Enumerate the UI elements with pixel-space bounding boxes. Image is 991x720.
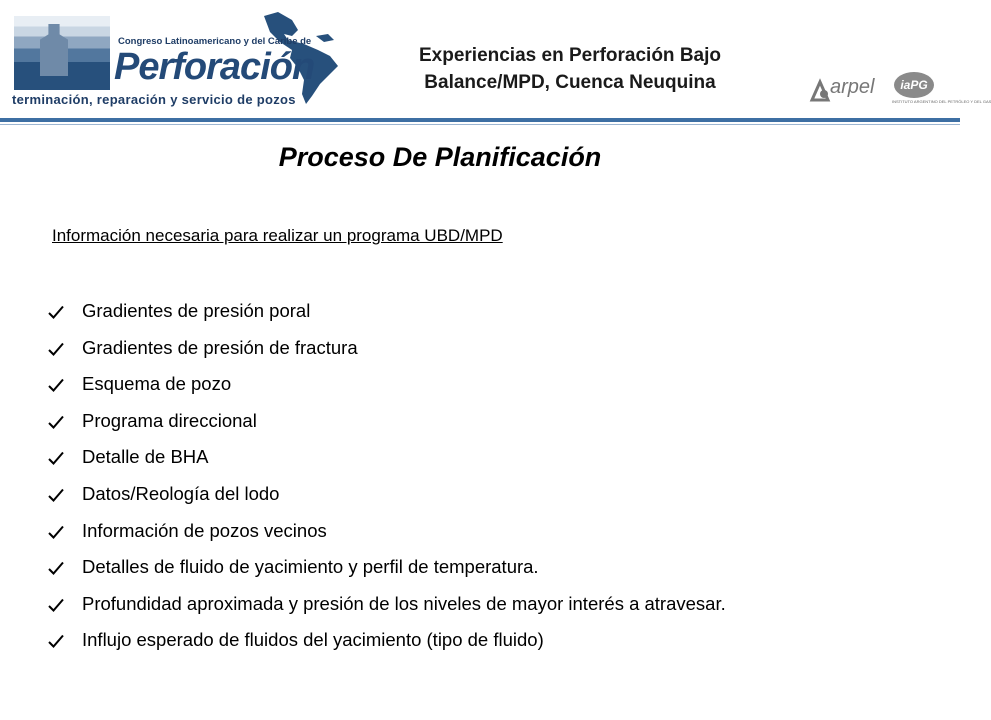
congreso-logo xyxy=(10,10,350,110)
partner-logos xyxy=(806,70,991,106)
iapg-logo-text: iaPG xyxy=(894,72,934,98)
check-icon xyxy=(48,305,64,319)
requirements-list xyxy=(46,296,726,662)
list-item-text: Detalles de fluido de yacimiento y perfil de temperatura. xyxy=(82,556,539,578)
arpel-logo-text: arpel xyxy=(830,76,875,98)
list-item xyxy=(46,406,726,443)
list-item-text: Información de pozos vecinos xyxy=(82,519,327,541)
slide-title: Proceso De Planificación xyxy=(278,142,602,172)
list-item-text: Gradientes de presión poral xyxy=(82,300,311,321)
list-item-text: Datos/Reología del lodo xyxy=(82,482,280,504)
logo-perforacion-text: Perforación xyxy=(114,46,315,88)
logo-tagline: terminación, reparación y servicio de pozos xyxy=(12,92,296,107)
list-item xyxy=(46,552,726,589)
arpel-mark-icon xyxy=(810,78,832,102)
check-icon xyxy=(48,378,64,392)
check-icon xyxy=(48,451,64,465)
check-icon xyxy=(48,342,64,356)
check-icon xyxy=(48,415,64,429)
check-icon xyxy=(48,598,64,612)
check-icon xyxy=(48,634,64,648)
header-title-line2: Balance/MPD, Cuenca Neuquina xyxy=(424,72,716,93)
check-icon xyxy=(48,525,64,539)
list-item xyxy=(46,369,726,406)
header-title-line1: Experiencias en Perforación Bajo xyxy=(418,45,721,66)
list-item xyxy=(46,442,726,479)
header-title xyxy=(360,42,780,96)
arpel-logo xyxy=(810,74,884,102)
list-item-text: Gradientes de presión de fractura xyxy=(82,336,358,358)
list-item xyxy=(46,333,726,370)
list-item-text: Esquema de pozo xyxy=(82,373,232,395)
check-icon xyxy=(48,561,64,575)
header-divider-thin xyxy=(0,124,960,125)
list-item xyxy=(46,589,726,626)
list-item xyxy=(46,625,726,662)
list-item xyxy=(46,296,726,333)
slide-header xyxy=(0,0,991,118)
list-item-text: Influjo esperado de fluidos del yacimiento (tipo de fluido) xyxy=(82,629,544,651)
logo-congreso-text: Congreso Latinoamericano y del Caribe de xyxy=(118,36,312,47)
iapg-logo-subtext: INSTITUTO ARGENTINO DEL PETRÓLEO Y DEL GAS xyxy=(892,99,991,104)
list-item xyxy=(46,479,726,516)
slide-subtitle: Información necesaria para realizar un programa UBD/MPD xyxy=(52,226,503,245)
header-divider xyxy=(0,118,960,122)
check-icon xyxy=(48,488,64,502)
iapg-logo xyxy=(892,72,991,106)
list-item-text: Profundidad aproximada y presión de los niveles de mayor interés a atravesar. xyxy=(82,592,726,614)
list-item-text: Programa direccional xyxy=(82,409,257,431)
list-item-text: Detalle de BHA xyxy=(82,446,209,468)
list-item xyxy=(46,516,726,553)
